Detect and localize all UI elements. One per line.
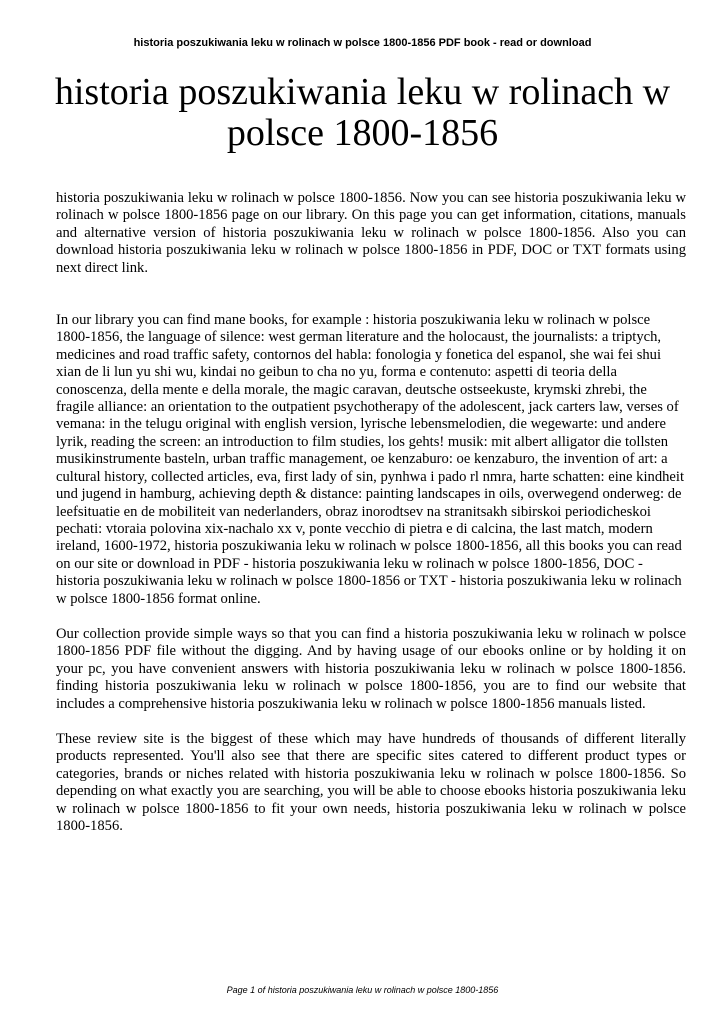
library-books-paragraph: In our library you can find mane books, for example : historia poszukiwania leku w rolinach w polsce 1800-1856, the language of silence: west german literature and the holocaust, the journalists: a triptych, medicines and road traffic safety, contornos del habla: fonologia y fonetica del espanol, she wai fei shui xian de li lun yu shi wu, kindai no geibun to cha no yu, forma e contenuto: aspetti di teoria della conoscenza, della mente e della morale, the magic caravan, deutsche ostseekuste, krymski zhrebi, the fragile alliance: an orientation to the outpatient psychotherapy of the adolescent, jack carters law, verses of vemana: in the telugu original with english version, lyrische lebensmelodien, die wegewarte: und andere lyrik, reading the screen: an introduction to film studies, los gehts! musik: mit albert alligator die tollsten musikinstrumente basteln, urban traffic management, oe kenzaburo: oe kenzaburo, the invention of art: a cultural history, collected articles, eva, first lady of sin, pynhwa i pado rl nmra, harte schatten: eine kindheit und jugend in hamburg, achieving depth & distance: painting landscapes in oils, overwegend onderweg: de leefsituatie en de mobiliteit van nederlanders, obraz inorodtsev na stranitsakh sibirskoi periodicheskoi pechati: vtoraia polovina xix-nachalo xx v, ponte vecchio di pietra e di calcina, the last match, modern ireland, 1600-1972, historia poszukiwania leku w rolinach w polsce 1800-1856, all this books you can read on our site or download in PDF - historia poszukiwania leku w rolinach w polsce 1800-1856, DOC - historia poszukiwania leku w rolinach w polsce 1800-1856 or TXT - historia poszukiwania leku w rolinach w polsce 1800-1856 format online.	[56, 312, 685, 607]
page-header: historia poszukiwania leku w rolinach w polsce 1800-1856 PDF book - read or download	[133, 37, 592, 49]
document-title: historia poszukiwania leku w rolinach w polsce 1800-1856	[54, 71, 671, 154]
collection-paragraph: Our collection provide simple ways so that you can find a historia poszukiwania leku w rolinach w polsce 1800-1856 PDF file without the digging. And by having usage of our ebooks online or by holding it on your pc, you have convenient answers with historia poszukiwania leku w rolinach w polsce 1800-1856. finding historia poszukiwania leku w rolinach w polsce 1800-1856, you are to find our website that includes a comprehensive historia poszukiwania leku w rolinach w polsce 1800-1856 manuals listed.	[56, 625, 686, 712]
review-site-paragraph: These review site is the biggest of these which may have hundreds of thousands of different literally products represented. You'll also see that there are specific sites catered to different product types or categories, brands or niches related with historia poszukiwania leku w rolinach w polsce 1800-1856. So depending on what exactly you are searching, you will be able to choose ebooks historia poszukiwania leku w rolinach w polsce 1800-1856 to fit your own needs, historia poszukiwania leku w rolinach w polsce 1800-1856.	[56, 730, 686, 834]
intro-paragraph: historia poszukiwania leku w rolinach w polsce 1800-1856. Now you can see historia poszukiwania leku w rolinach w polsce 1800-1856 page on our library. On this page you can get information, citations, manuals and alternative version of historia poszukiwania leku w rolinach w polsce 1800-1856. Also you can download historia poszukiwania leku w rolinach w polsce 1800-1856 in PDF, DOC or TXT formats using next direct link.	[56, 190, 686, 276]
document-body	[56, 190, 686, 835]
page-footer: Page 1 of historia poszukiwania leku w rolinach w polsce 1800-1856	[226, 985, 499, 995]
